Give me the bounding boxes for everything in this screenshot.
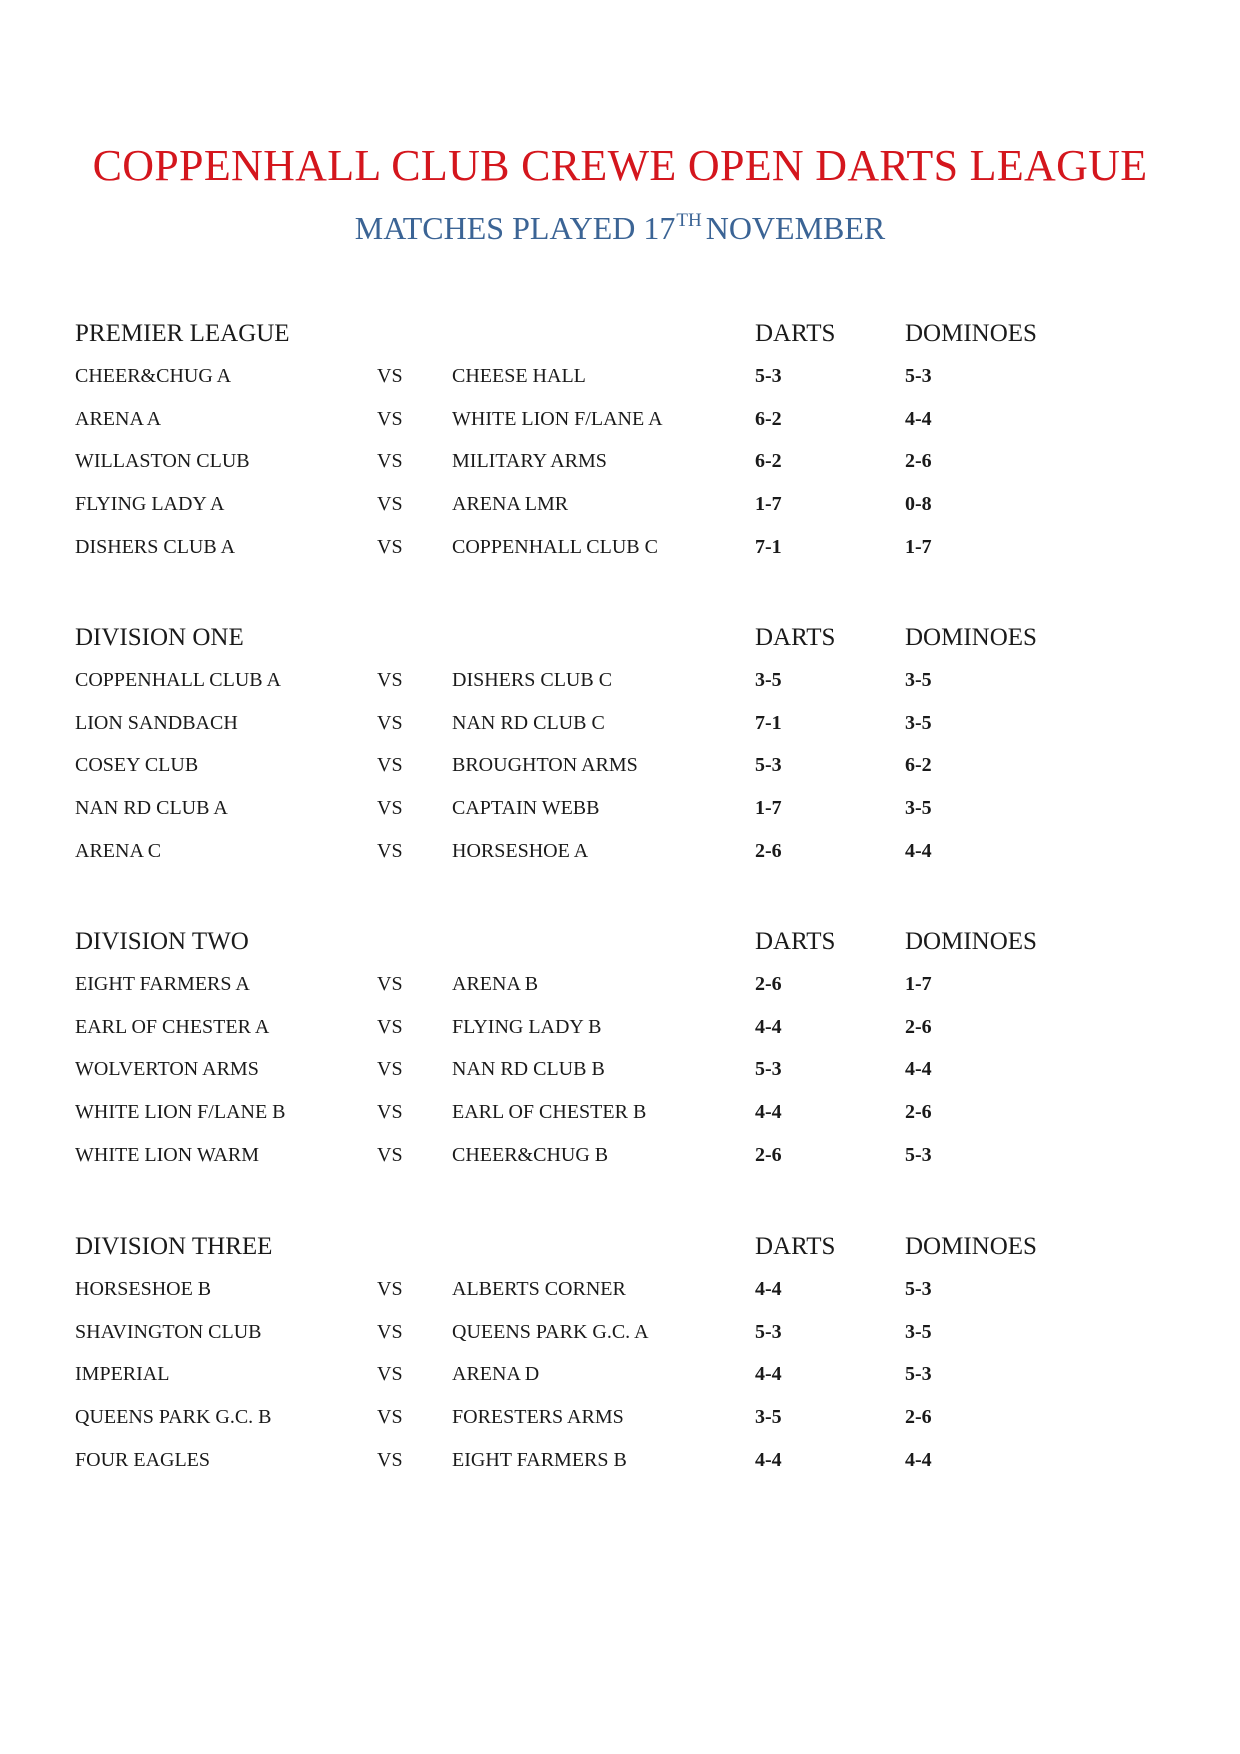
dominoes-score: 5-3: [905, 1143, 932, 1166]
section-header: [0, 1233, 1240, 1263]
vs-label: VS: [377, 493, 403, 516]
darts-score: 5-3: [755, 1058, 782, 1081]
home-team: FLYING LADY A: [75, 493, 225, 516]
vs-label: VS: [377, 450, 403, 473]
away-team: FLYING LADY B: [452, 1015, 602, 1038]
away-team: FORESTERS ARMS: [452, 1406, 624, 1429]
home-team: FOUR EAGLES: [75, 1448, 211, 1471]
dominoes-score: 1-7: [905, 535, 932, 558]
away-team: BROUGHTON ARMS: [452, 754, 638, 777]
dominoes-score: 5-3: [905, 1363, 932, 1386]
home-team: IMPERIAL: [75, 1363, 170, 1386]
vs-label: VS: [377, 407, 403, 430]
away-team: DISHERS CLUB C: [452, 669, 613, 691]
dominoes-score: 5-3: [905, 365, 932, 387]
vs-label: VS: [377, 1406, 403, 1429]
away-team: EIGHT FARMERS B: [452, 1448, 627, 1471]
darts-score: 1-7: [755, 493, 782, 516]
subtitle-month: NOVEMBER: [705, 210, 886, 246]
darts-score: 5-3: [755, 1320, 782, 1343]
vs-label: VS: [377, 839, 403, 862]
away-team: HORSESHOE A: [452, 839, 589, 862]
dominoes-score: 3-5: [905, 711, 932, 734]
match-list: [0, 669, 1240, 882]
match-row: [0, 797, 1240, 840]
vs-label: VS: [377, 1363, 403, 1386]
away-team: NAN RD CLUB C: [452, 711, 605, 734]
dominoes-column-header: DOMINOES: [905, 1233, 1037, 1260]
away-team: ARENA B: [452, 973, 539, 995]
match-row: [0, 712, 1240, 755]
away-team: CHEESE HALL: [452, 365, 586, 387]
dominoes-score: 2-6: [905, 1406, 932, 1429]
match-row: [0, 754, 1240, 797]
match-row: [0, 1278, 1240, 1321]
dominoes-score: 4-4: [905, 407, 932, 430]
away-team: QUEENS PARK G.C. A: [452, 1320, 649, 1343]
dominoes-score: 0-8: [905, 493, 932, 516]
match-row: [0, 1058, 1240, 1101]
home-team: QUEENS PARK G.C. B: [75, 1406, 272, 1429]
away-team: CHEER&CHUG B: [452, 1143, 609, 1166]
vs-label: VS: [377, 1015, 403, 1038]
subtitle-ordinal-suffix: TH: [676, 210, 702, 231]
vs-label: VS: [377, 973, 403, 995]
dominoes-score: 3-5: [905, 1320, 932, 1343]
dominoes-column-header: DOMINOES: [905, 320, 1037, 347]
darts-column-header: DARTS: [755, 624, 836, 651]
darts-score: 2-6: [755, 1143, 782, 1166]
home-team: LION SANDBACH: [75, 711, 238, 734]
vs-label: VS: [377, 669, 403, 691]
match-row: [0, 1321, 1240, 1364]
dominoes-score: 4-4: [905, 1058, 932, 1081]
home-team: SHAVINGTON CLUB: [75, 1320, 262, 1343]
darts-score: 7-1: [755, 711, 782, 734]
dominoes-score: 4-4: [905, 839, 932, 862]
darts-score: 3-5: [755, 669, 782, 691]
away-team: CAPTAIN WEBB: [452, 797, 600, 820]
dominoes-score: 6-2: [905, 754, 932, 777]
darts-score: 6-2: [755, 450, 782, 473]
away-team: NAN RD CLUB B: [452, 1058, 605, 1081]
match-list: [0, 1278, 1240, 1491]
away-team: ARENA D: [452, 1363, 540, 1386]
away-team: COPPENHALL CLUB C: [452, 535, 658, 558]
match-row: [0, 1144, 1240, 1187]
darts-score: 4-4: [755, 1101, 782, 1124]
match-row: [0, 1363, 1240, 1406]
darts-score: 6-2: [755, 407, 782, 430]
darts-score: 4-4: [755, 1448, 782, 1471]
dominoes-column-header: DOMINOES: [905, 624, 1037, 651]
home-team: WHITE LION WARM: [75, 1143, 260, 1166]
home-team: COSEY CLUB: [75, 754, 199, 777]
section-title: PREMIER LEAGUE: [75, 320, 290, 347]
home-team: DISHERS CLUB A: [75, 535, 236, 558]
match-row: [0, 365, 1240, 408]
vs-label: VS: [377, 365, 403, 387]
match-row: [0, 840, 1240, 883]
home-team: CHEER&CHUG A: [75, 365, 232, 387]
match-row: [0, 1101, 1240, 1144]
vs-label: VS: [377, 1320, 403, 1343]
home-team: NAN RD CLUB A: [75, 797, 228, 820]
vs-label: VS: [377, 711, 403, 734]
dominoes-score: 2-6: [905, 1015, 932, 1038]
section-division-three: [0, 1233, 1240, 1491]
section-division-one: [0, 624, 1240, 882]
home-team: HORSESHOE B: [75, 1278, 212, 1300]
dominoes-score: 1-7: [905, 973, 932, 995]
darts-score: 5-3: [755, 365, 782, 387]
home-team: WHITE LION F/LANE B: [75, 1101, 286, 1124]
vs-label: VS: [377, 1278, 403, 1300]
dominoes-score: 3-5: [905, 797, 932, 820]
away-team: ALBERTS CORNER: [452, 1278, 626, 1300]
home-team: WOLVERTON ARMS: [75, 1058, 259, 1081]
match-row: [0, 536, 1240, 579]
darts-score: 4-4: [755, 1278, 782, 1300]
dominoes-score: 3-5: [905, 669, 932, 691]
home-team: COPPENHALL CLUB A: [75, 669, 281, 691]
match-row: [0, 973, 1240, 1016]
darts-score: 4-4: [755, 1363, 782, 1386]
away-team: MILITARY ARMS: [452, 450, 607, 473]
vs-label: VS: [377, 754, 403, 777]
home-team: WILLASTON CLUB: [75, 450, 250, 473]
match-row: [0, 669, 1240, 712]
vs-label: VS: [377, 797, 403, 820]
section-title: DIVISION THREE: [75, 1233, 273, 1260]
dominoes-score: 5-3: [905, 1278, 932, 1300]
section-title: DIVISION ONE: [75, 624, 244, 651]
darts-column-header: DARTS: [755, 1233, 836, 1260]
darts-score: 2-6: [755, 973, 782, 995]
darts-score: 2-6: [755, 839, 782, 862]
dominoes-score: 2-6: [905, 450, 932, 473]
subtitle-text: MATCHES PLAYED 17: [354, 210, 676, 246]
darts-score: 1-7: [755, 797, 782, 820]
match-list: [0, 365, 1240, 578]
vs-label: VS: [377, 1143, 403, 1166]
match-row: [0, 450, 1240, 493]
darts-column-header: DARTS: [755, 928, 836, 955]
match-row: [0, 1406, 1240, 1449]
home-team: EIGHT FARMERS A: [75, 973, 250, 995]
section-header: [0, 320, 1240, 350]
dominoes-score: 2-6: [905, 1101, 932, 1124]
home-team: EARL OF CHESTER A: [75, 1015, 270, 1038]
match-row: [0, 1016, 1240, 1059]
home-team: ARENA A: [75, 407, 162, 430]
page-subtitle: [0, 210, 1240, 247]
away-team: ARENA LMR: [452, 493, 569, 516]
section-header: [0, 624, 1240, 654]
section-header: [0, 928, 1240, 958]
darts-column-header: DARTS: [755, 320, 836, 347]
dominoes-score: 4-4: [905, 1448, 932, 1471]
darts-score: 3-5: [755, 1406, 782, 1429]
match-list: [0, 973, 1240, 1186]
vs-label: VS: [377, 1448, 403, 1471]
section-division-two: [0, 928, 1240, 1186]
away-team: EARL OF CHESTER B: [452, 1101, 647, 1124]
section-premier-league: [0, 320, 1240, 578]
section-title: DIVISION TWO: [75, 928, 249, 955]
away-team: WHITE LION F/LANE A: [452, 407, 663, 430]
match-row: [0, 493, 1240, 536]
darts-score: 7-1: [755, 535, 782, 558]
vs-label: VS: [377, 1058, 403, 1081]
home-team: ARENA C: [75, 839, 162, 862]
vs-label: VS: [377, 1101, 403, 1124]
vs-label: VS: [377, 535, 403, 558]
dominoes-column-header: DOMINOES: [905, 928, 1037, 955]
page-title: COPPENHALL CLUB CREWE OPEN DARTS LEAGUE: [92, 141, 1148, 190]
match-row: [0, 1449, 1240, 1492]
match-row: [0, 408, 1240, 451]
darts-score: 4-4: [755, 1015, 782, 1038]
darts-score: 5-3: [755, 754, 782, 777]
